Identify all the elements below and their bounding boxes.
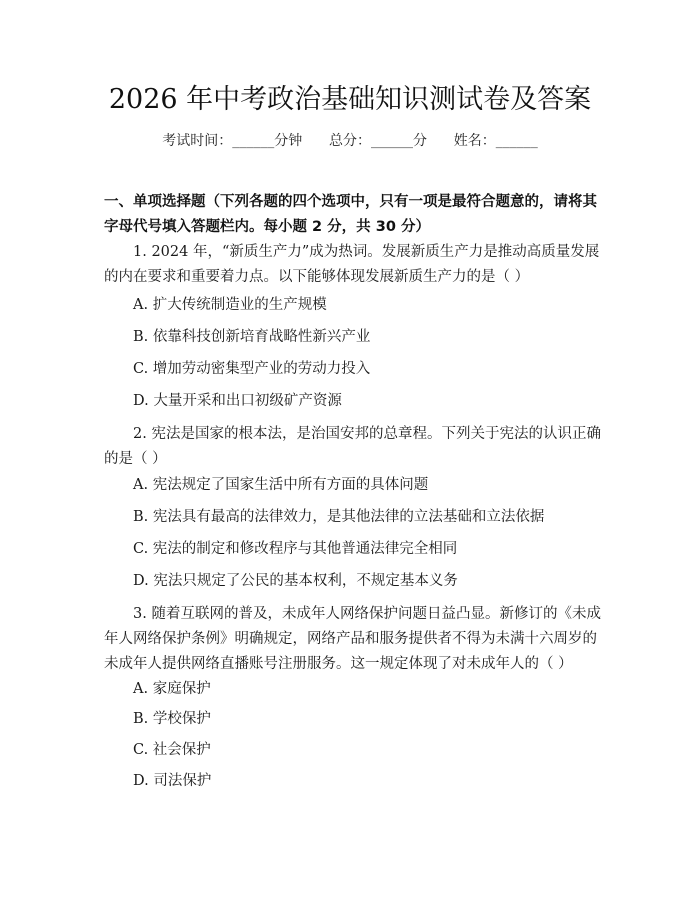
exam-meta-line — [0, 130, 700, 152]
question-3-option-a: A. 家庭保护 — [133, 681, 211, 697]
question-3-stem: 3. 随着互联网的普及，未成年人网络保护问题日益凸显。新修订的《未成年人网络保护条例》明确规定，网络产品和服务提供者不得为未满十六周岁的未成年人提供网络直播账号注册服务。这一规定体现了对未成年人的（ ） — [104, 606, 601, 672]
question-2-option-c: C. 宪法的制定和修改程序与其他普通法律完全相同 — [133, 541, 458, 557]
exam-time-field: 考试时间：______分钟 — [162, 133, 303, 149]
question-1-option-c: C. 增加劳动密集型产业的劳动力投入 — [133, 361, 371, 377]
question-1-option-d: D. 大量开采和出口初级矿产资源 — [133, 393, 342, 409]
student-name-field: 姓名：______ — [453, 133, 538, 149]
total-score-field: 总分：______分 — [329, 133, 427, 149]
question-2-stem: 2. 宪法是国家的根本法，是治国安邦的总章程。下列关于宪法的认识正确的是（ ） — [104, 426, 601, 467]
question-3-option-c: C. 社会保护 — [133, 742, 211, 758]
question-2-option-b: B. 宪法具有最高的法律效力，是其他法律的立法基础和立法依据 — [133, 509, 545, 525]
question-1-stem: 1. 2024 年，“新质生产力”成为热词。发展新质生产力是推动高质量发展的内在要求和重要着力点。以下能够体现发展新质生产力的是（ ） — [104, 244, 600, 285]
question-2-option-a: A. 宪法规定了国家生活中所有方面的具体问题 — [133, 477, 429, 493]
question-1-option-a: A. 扩大传统制造业的生产规模 — [133, 297, 327, 313]
question-2-option-d: D. 宪法只规定了公民的基本权利，不规定基本义务 — [133, 573, 458, 589]
question-1-option-b: B. 依靠科技创新培育战略性新兴产业 — [133, 329, 371, 345]
question-3-option-b: B. 学校保护 — [133, 711, 211, 727]
question-3-option-d: D. 司法保护 — [133, 773, 212, 789]
section-heading-single-choice: 一、单项选择题（下列各题的四个选项中，只有一项是最符合题意的，请将其字母代号填入答题栏内。每小题 2 分，共 30 分） — [104, 194, 597, 235]
exam-title: 2026 年中考政治基础知识测试卷及答案 — [108, 84, 592, 115]
